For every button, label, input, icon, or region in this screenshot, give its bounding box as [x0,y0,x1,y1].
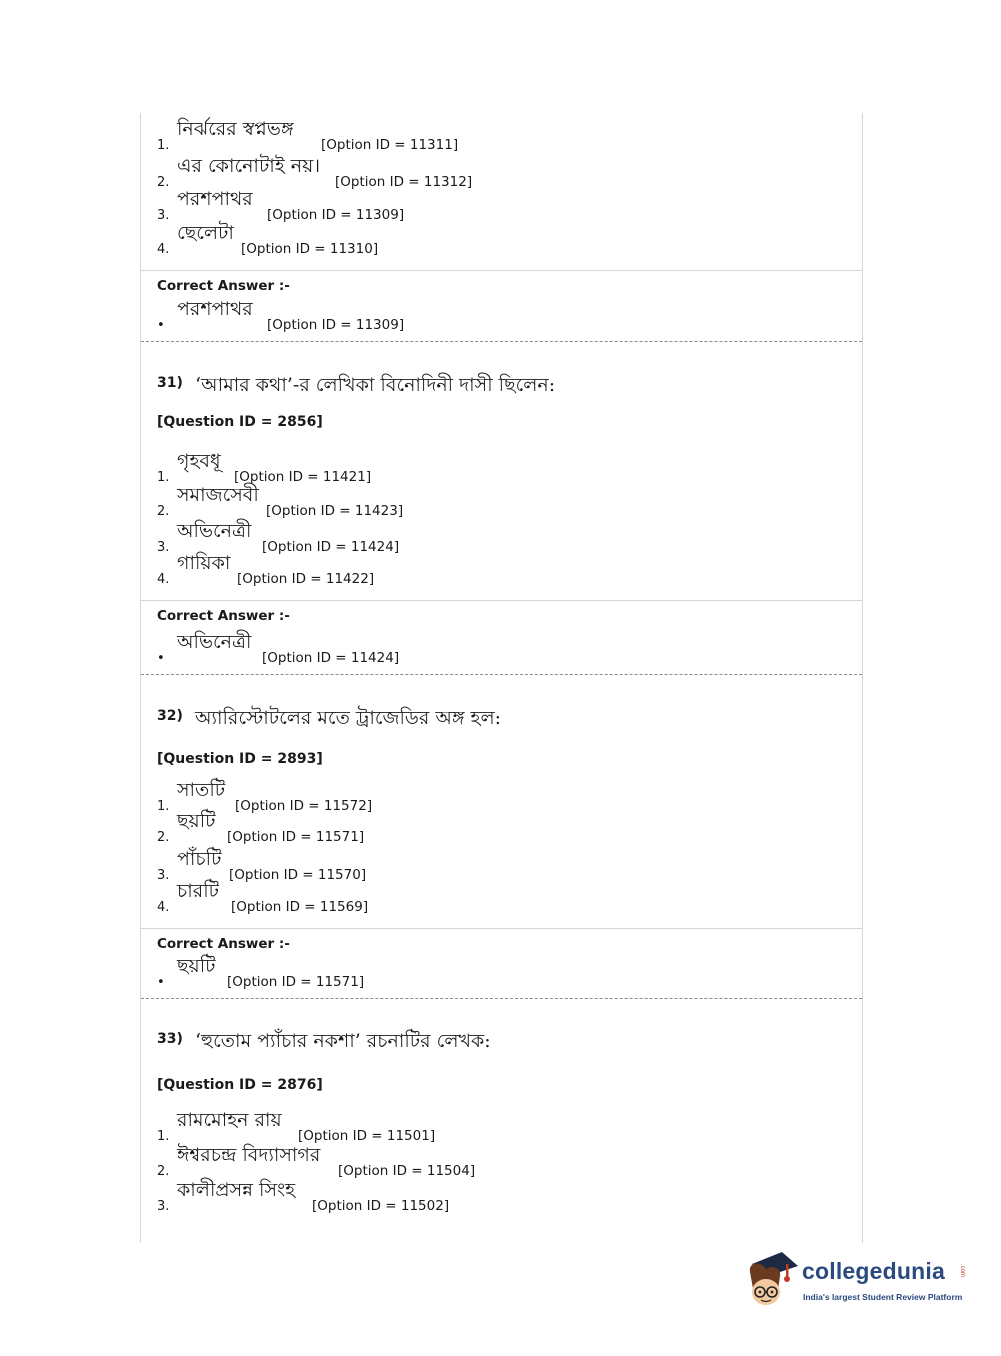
mascot-icon [742,1250,802,1314]
option-id: [Option ID = 11504] [338,1163,476,1179]
option-text: পাঁচটি [177,848,222,870]
option-number: 2. [157,830,170,845]
bullet: • [157,975,165,990]
option-id: [Option ID = 11501] [298,1128,436,1144]
option-text: ছয়টি [177,810,216,832]
question-divider [141,341,862,342]
option-text: ঈশ্বরচন্দ্র বিদ্যাসাগর [177,1144,321,1166]
question-number: 31) [157,375,183,391]
option-text: কালীপ্রসন্ন সিংহ [177,1179,296,1201]
option-text: ছেলেটা [177,222,234,244]
collegedunia-logo[interactable] [742,1250,972,1314]
option-number: 1. [157,1129,170,1144]
option-id: [Option ID = 11312] [335,174,473,190]
logo-tagline: India's largest Student Review Platform [803,1292,963,1302]
option-number: 4. [157,900,170,915]
option-id: [Option ID = 11569] [231,899,369,915]
option-id: [Option ID = 11424] [262,539,400,555]
option-text: ছয়টি [177,955,216,977]
option-id: [Option ID = 11572] [235,798,373,814]
option-text: অভিনেত্রী [177,520,252,542]
option-number: 2. [157,1164,170,1179]
section-divider [141,600,862,601]
correct-answer-label: Correct Answer :- [157,278,290,294]
correct-answer-label: Correct Answer :- [157,608,290,624]
bullet: • [157,318,165,333]
option-text: পরশপাথর [177,298,253,320]
section-divider [141,270,862,271]
question-paper-frame [140,113,863,1243]
option-text: গৃহবধূ [177,450,221,472]
question-number: 33) [157,1031,183,1047]
option-text: গায়িকা [177,552,231,574]
option-id: [Option ID = 11423] [266,503,404,519]
correct-answer-label: Correct Answer :- [157,936,290,952]
option-text: এর কোনোটাই নয়। [177,155,321,177]
option-number: 3. [157,208,170,223]
option-id: [Option ID = 11421] [234,469,372,485]
option-number: 2. [157,175,170,190]
option-number: 1. [157,470,170,485]
option-number: 2. [157,504,170,519]
option-text: অভিনেত্রী [177,631,252,653]
option-id: [Option ID = 11424] [262,650,400,666]
option-text: রামমোহন রায় [177,1109,282,1131]
option-text: চারটি [177,880,220,902]
question-number: 32) [157,708,183,724]
option-id: [Option ID = 11571] [227,974,365,990]
question-divider [141,674,862,675]
question-text: ‘হুতোম প্যাঁচার নকশা’ রচনাটির লেখক: [195,1030,491,1052]
question-id: [Question ID = 2856] [157,414,323,430]
question-id: [Question ID = 2876] [157,1077,323,1093]
section-divider [141,928,862,929]
option-number: 1. [157,799,170,814]
logo-dotcom: .com [959,1264,965,1278]
option-text: পরশপাথর [177,188,253,210]
option-number: 4. [157,242,170,257]
question-text: ‘আমার কথা’-র লেখিকা বিনোদিনী দাসী ছিলেন: [195,374,556,396]
option-text: সাতটি [177,779,226,801]
option-text: সমাজসেবী [177,484,259,506]
option-id: [Option ID = 11309] [267,207,405,223]
option-id: [Option ID = 11502] [312,1198,450,1214]
option-id: [Option ID = 11571] [227,829,365,845]
option-text: নির্ঝরের স্বপ্নভঙ্গ [177,118,294,140]
option-id: [Option ID = 11422] [237,571,375,587]
option-number: 3. [157,1199,170,1214]
question-text: অ্যারিস্টোটলের মতে ট্রাজেডির অঙ্গ হল: [195,707,502,729]
option-id: [Option ID = 11311] [321,137,459,153]
option-id: [Option ID = 11309] [267,317,405,333]
question-id: [Question ID = 2893] [157,751,323,767]
option-id: [Option ID = 11310] [241,241,379,257]
option-number: 3. [157,868,170,883]
option-id: [Option ID = 11570] [229,867,367,883]
option-number: 4. [157,572,170,587]
option-number: 1. [157,138,170,153]
bullet: • [157,651,165,666]
logo-brand-text: collegedunia [802,1258,945,1284]
option-number: 3. [157,540,170,555]
question-divider [141,998,862,999]
